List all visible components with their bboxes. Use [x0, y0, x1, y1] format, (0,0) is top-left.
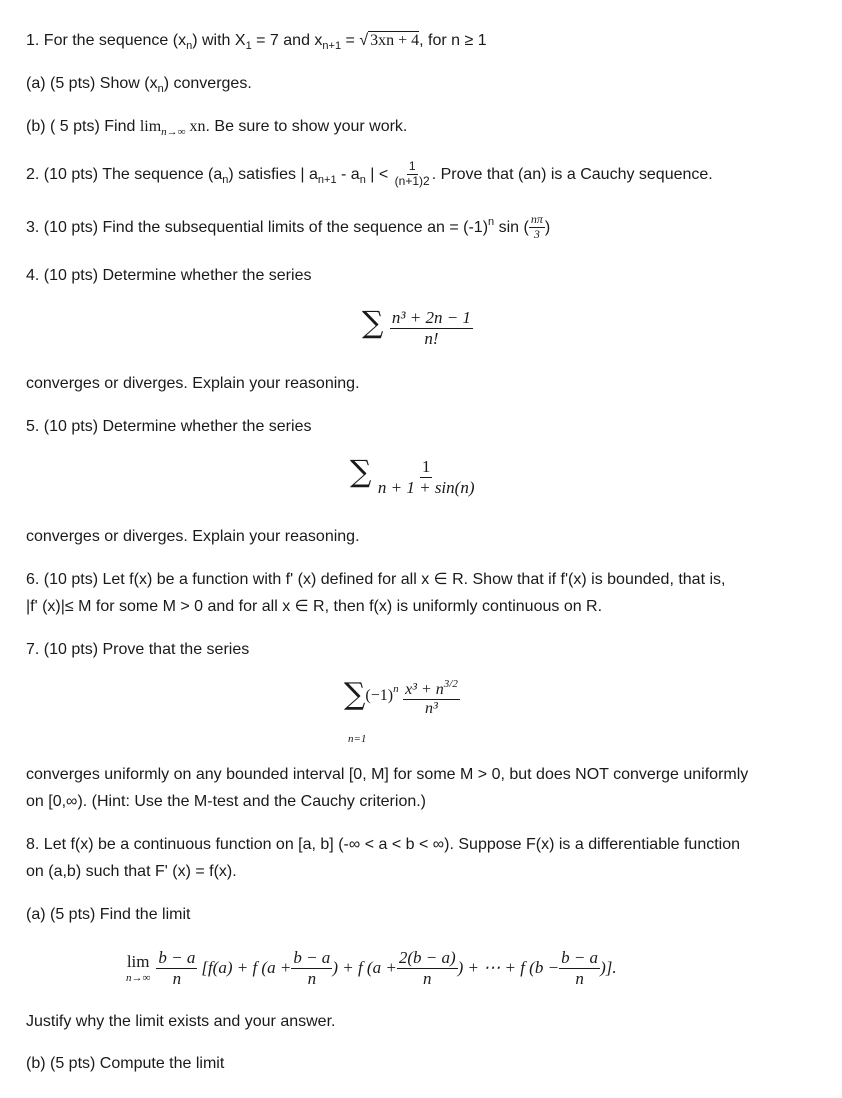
series-7-fraction	[403, 677, 460, 719]
q2-text: - a	[336, 166, 360, 183]
fraction-denominator: 3	[533, 227, 540, 242]
q1-text: ) with X	[192, 32, 246, 49]
q7-after-2: on [0,∞). (Hint: Use the M-test and the Cauchy criterion.)	[26, 793, 427, 810]
q1b-text: . Be sure to show your work.	[205, 118, 408, 135]
fraction-denominator: (n+1)2	[394, 174, 430, 189]
lim-operator: lim	[139, 118, 162, 135]
term-fraction	[397, 948, 458, 988]
series-4-fraction	[390, 308, 473, 348]
numerator-exponent: 3/2	[443, 677, 458, 690]
q3-text: 3. (10 pts) Find the subsequential limits of the sequence an = (-1)	[26, 219, 489, 236]
fraction-numerator: x³ + n	[405, 680, 444, 698]
sign-exponent: n	[393, 683, 399, 695]
question-8-line-1: 8. Let f(x) be a continuous function on [a, b] (-∞ < a < b < ∞). Suppose F(x) is a differentiable function	[26, 836, 741, 853]
q3-text: sin (	[494, 219, 529, 236]
sigma-symbol: ∑	[362, 305, 384, 341]
question-6-line-1: 6. (10 pts) Let f(x) be a function with f' (x) defined for all x ∈ R. Show that if f'(x) is bounded, that is,	[26, 571, 726, 588]
fraction-numerator: b − a	[293, 948, 331, 967]
q2-text: | <	[365, 166, 389, 183]
fraction-numerator: nπ	[530, 212, 543, 227]
term-fraction	[559, 948, 600, 988]
q8-justify: Justify why the limit exists and your answer.	[26, 1013, 336, 1030]
fraction-numerator: n³ + 2n − 1	[391, 308, 471, 327]
series-5-fraction	[376, 457, 477, 497]
fraction-numerator: b − a	[561, 948, 599, 967]
fraction-denominator: n	[575, 968, 584, 988]
q1a-text: (a) (5 pts) Show (x	[26, 75, 158, 92]
question-3	[26, 212, 550, 245]
sum-index: n=1	[348, 733, 367, 745]
q2-text: ) satisfies | a	[228, 166, 318, 183]
radicand: 3xn + 4	[370, 32, 420, 49]
question-1b	[26, 117, 407, 138]
fraction-denominator: n	[307, 968, 317, 988]
limit-operator	[126, 952, 150, 984]
q1a-text: ) converges.	[163, 75, 252, 92]
question-8-line-2: on (a,b) such that F' (x) = f(x).	[26, 863, 237, 880]
question-2	[26, 158, 713, 193]
q3-sup: n	[488, 216, 495, 228]
q2-sub: n	[359, 174, 366, 186]
fraction-numerator: 1	[421, 457, 431, 476]
fraction-denominator: n!	[424, 328, 439, 348]
question-1	[26, 31, 487, 52]
term-fraction	[291, 948, 332, 988]
sqrt-sign: = √	[341, 32, 369, 49]
fraction-denominator: n³	[425, 700, 438, 718]
term-text: ) + ⋯ + f (b −	[457, 958, 560, 978]
series-5	[350, 454, 476, 497]
q2-fraction	[393, 160, 432, 189]
lim-word: lim	[126, 952, 150, 972]
term-text: [f(a) + f (a +	[201, 958, 292, 978]
question-1a	[26, 74, 252, 95]
coef-fraction	[156, 948, 197, 988]
fraction-denominator: n	[172, 968, 182, 988]
q1-text: 1. For the sequence (x	[26, 32, 187, 49]
fraction-numerator: 2(b − a)	[398, 948, 456, 967]
fraction-denominator: n	[422, 968, 432, 988]
sigma-symbol: ∑	[344, 677, 366, 712]
term-text: )].	[600, 958, 617, 978]
q1b-text: (b) ( 5 pts) Find	[26, 118, 140, 135]
q1-text: , for n ≥ 1	[419, 32, 487, 49]
question-8b: (b) (5 pts) Compute the limit	[26, 1055, 225, 1072]
question-5: 5. (10 pts) Determine whether the series	[26, 418, 312, 435]
q1-sub: n+1	[322, 40, 342, 52]
q2-text: . Prove that (an) is a Cauchy sequence.	[431, 166, 713, 183]
q3-fraction	[529, 213, 545, 242]
lim-subscript: n→∞	[161, 126, 186, 138]
fraction-numerator: b − a	[158, 948, 196, 967]
series-4	[362, 305, 473, 348]
q1-sub: n	[186, 40, 193, 52]
q1-sub: 1	[245, 40, 252, 52]
q3-text: )	[544, 219, 551, 236]
fraction-denominator: n + 1 + sin(n)	[377, 477, 475, 497]
sigma-symbol: ∑	[350, 454, 372, 490]
q2-text: 2. (10 pts) The sequence (a	[26, 166, 223, 183]
lim-subscript: n→∞	[126, 972, 151, 985]
q2-sub: n+1	[317, 174, 337, 186]
q7-after-1: converges uniformly on any bounded interval [0, M] for some M > 0, but does NOT converge uniformly	[26, 766, 749, 783]
q1a-sub: n	[157, 83, 164, 95]
q5-after: converges or diverges. Explain your reasoning.	[26, 528, 360, 545]
question-6-line-2: |f' (x)|≤ M for some M > 0 and for all x ∈ R, then f(x) is uniformly continuous on R.	[26, 598, 603, 615]
question-8a: (a) (5 pts) Find the limit	[26, 906, 191, 923]
lim-expression: xn	[185, 118, 206, 135]
question-7: 7. (10 pts) Prove that the series	[26, 641, 250, 658]
q2-sub: n	[222, 174, 229, 186]
alternating-sign: (−1)	[365, 687, 394, 704]
fraction-numerator: 1	[408, 159, 416, 174]
riemann-limit	[126, 948, 617, 988]
q1-text: = 7 and x	[251, 32, 323, 49]
question-4: 4. (10 pts) Determine whether the series	[26, 267, 312, 284]
term-text: ) + f (a +	[332, 958, 397, 978]
series-7	[344, 677, 460, 719]
q4-after: converges or diverges. Explain your reasoning.	[26, 375, 360, 392]
